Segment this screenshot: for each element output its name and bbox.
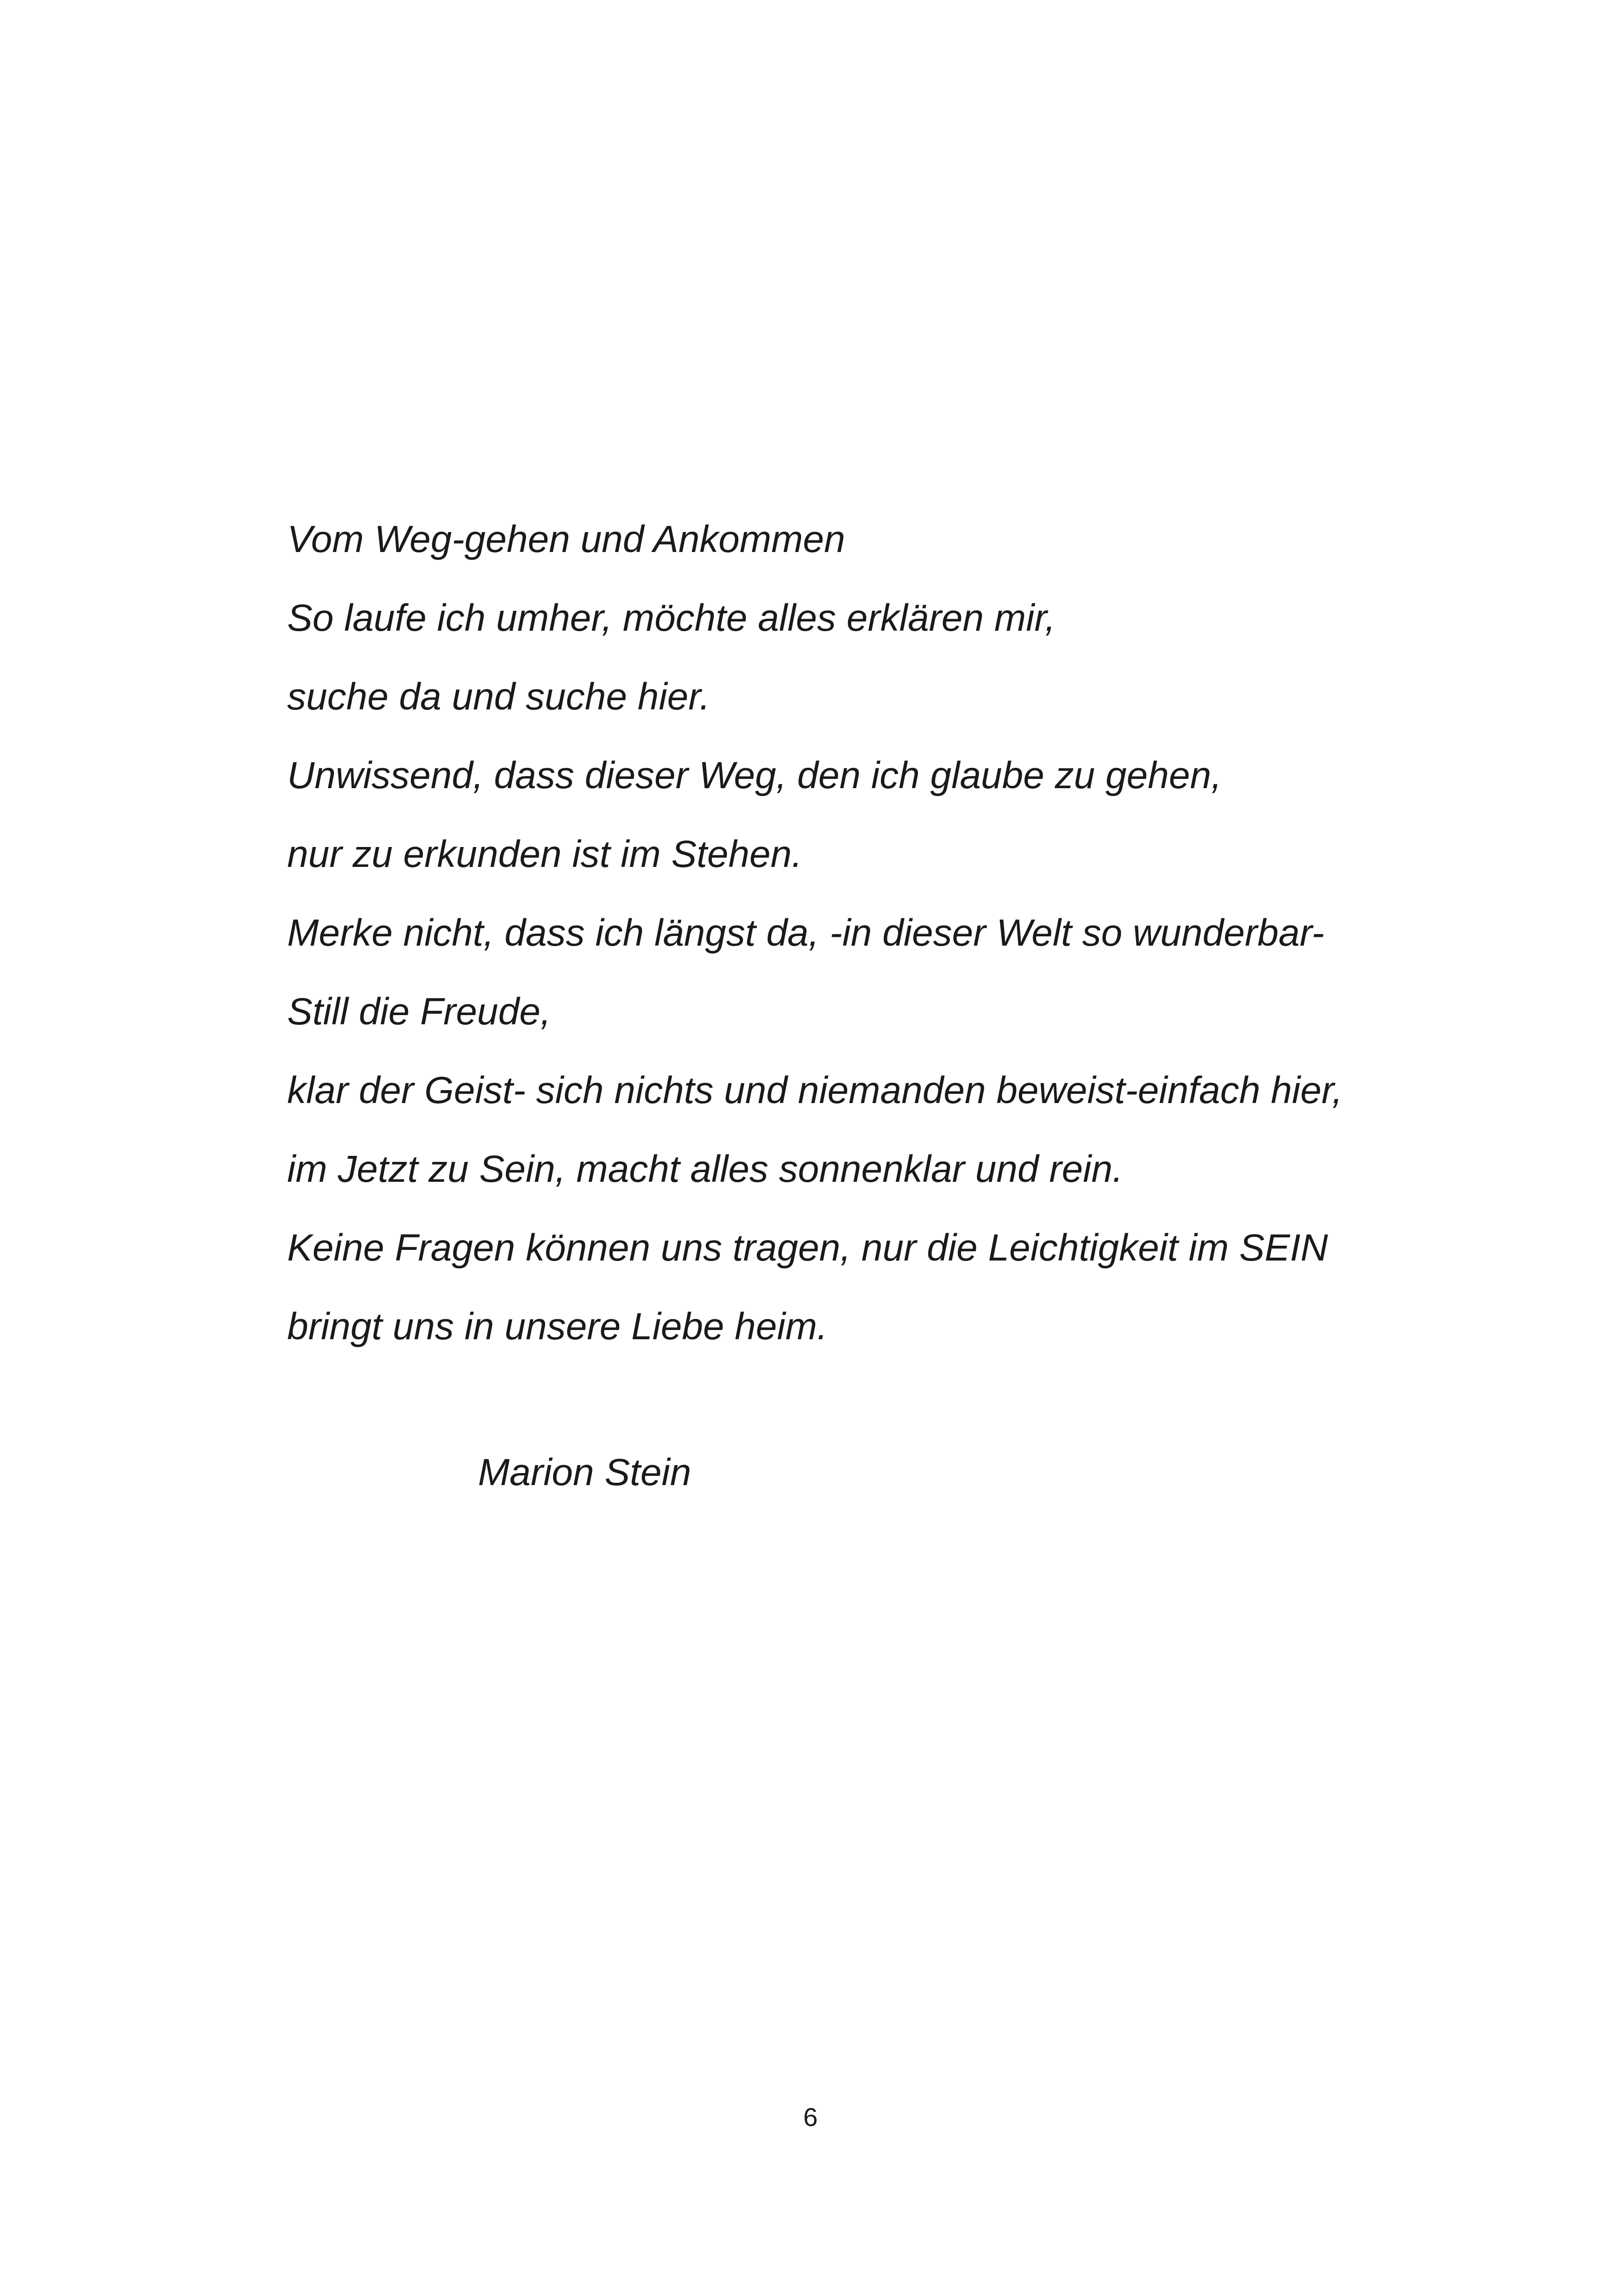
poem-line: im Jetzt zu Sein, macht alles sonnenklar und rein.	[287, 1148, 1123, 1190]
poem-line: Keine Fragen können uns tragen, nur die Leichtigkeit im SEIN	[287, 1227, 1328, 1269]
poem-line: Unwissend, dass dieser Weg, den ich glaube zu gehen,	[287, 754, 1222, 797]
poem-author: Marion Stein	[478, 1451, 691, 1493]
page-number: 6	[803, 2102, 818, 2132]
poem-line: nur zu erkunden ist im Stehen.	[287, 833, 803, 875]
poem-line: So laufe ich umher, möchte alles erklären mir,	[287, 597, 1056, 639]
poem-line: Merke nicht, dass ich längst da, -in dieser Welt so wunderbar-	[287, 912, 1325, 954]
poem-line: klar der Geist- sich nichts und niemanden beweist-einfach hier,	[287, 1069, 1343, 1111]
poem-line: Still die Freude,	[287, 991, 551, 1033]
poem-title: Vom Weg-gehen und Ankommen	[287, 518, 845, 560]
poem-line: suche da und suche hier.	[287, 676, 710, 718]
poem-line: bringt uns in unsere Liebe heim.	[287, 1305, 828, 1348]
poem	[287, 500, 1399, 1366]
